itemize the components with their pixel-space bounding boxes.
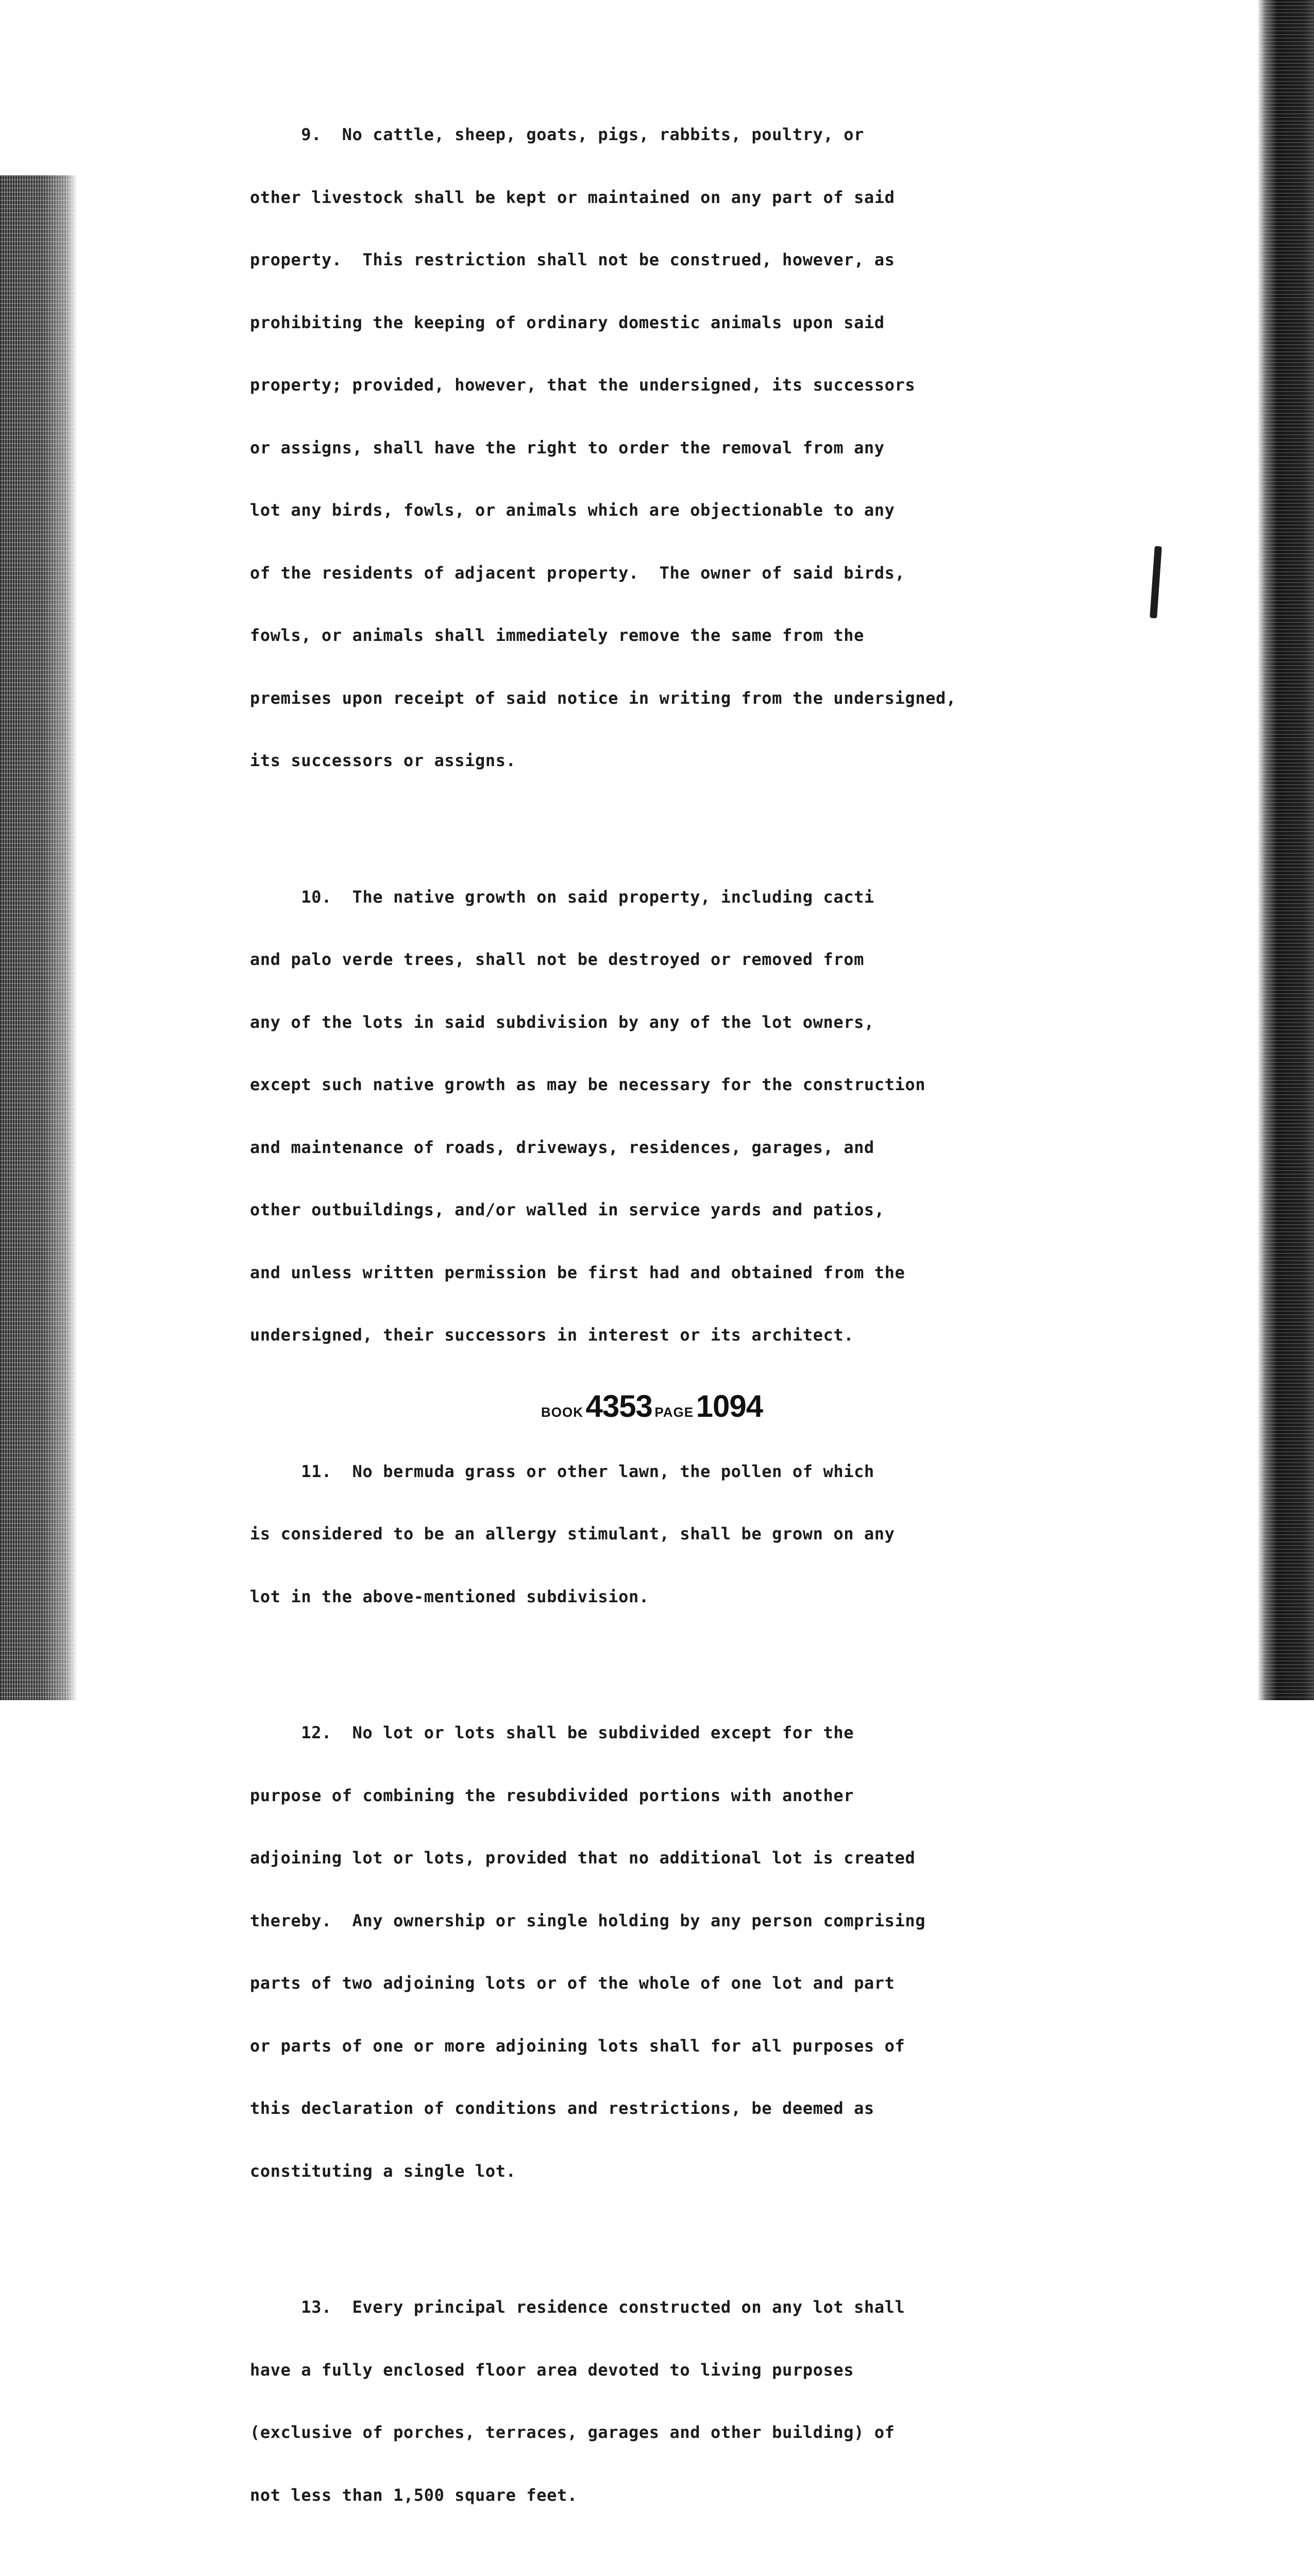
- book-label: BOOK: [541, 1404, 583, 1420]
- paragraph-line: thereby. Any ownership or single holding by any person comprising: [250, 1910, 926, 1930]
- paragraph-13: [250, 2255, 1126, 2547]
- paragraph-line: lot any birds, fowls, or animals which are objectionable to any: [250, 500, 895, 520]
- paragraph-line: fowls, or animals shall immediately remove the same from the: [250, 625, 864, 645]
- paragraph-line: and maintenance of roads, driveways, residences, garages, and: [250, 1137, 874, 1157]
- scan-smudge-mark: [1150, 546, 1162, 619]
- paragraph-line: or assigns, shall have the right to order the removal from any: [250, 437, 885, 457]
- paragraph-line: except such native growth as may be necessary for the construction: [250, 1075, 926, 1094]
- paragraph-11: [250, 1419, 1126, 1649]
- paragraph-line: other livestock shall be kept or maintained on any part of said: [250, 187, 895, 207]
- paragraph-10: [250, 845, 1126, 1387]
- scan-edge-left: [0, 175, 77, 1700]
- paragraph-line: not less than 1,500 square feet.: [250, 2485, 578, 2505]
- paragraph-line: 10. The native growth on said property, including cacti: [250, 887, 874, 907]
- paragraph-9: [250, 82, 1126, 813]
- paragraph-line: is considered to be an allergy stimulant, shall be grown on any: [250, 1524, 895, 1544]
- paragraph-line: undersigned, their successors in interest or its architect.: [250, 1325, 854, 1345]
- scan-edge-right: [1257, 0, 1314, 1700]
- paragraph-line: this declaration of conditions and restrictions, be deemed as: [250, 2098, 874, 2118]
- book-number: 4353: [585, 1389, 652, 1423]
- paragraph-line: any of the lots in said subdivision by any of the lot owners,: [250, 1012, 874, 1032]
- paragraph-line: constituting a single lot.: [250, 2161, 516, 2181]
- document-body: [250, 82, 1126, 2576]
- paragraph-line: premises upon receipt of said notice in writing from the undersigned,: [250, 688, 956, 708]
- page-number: 1094: [696, 1389, 763, 1423]
- paragraph-line: purpose of combining the resubdivided portions with another: [250, 1785, 854, 1805]
- paragraph-line: property. This restriction shall not be construed, however, as: [250, 250, 895, 269]
- paragraph-line: or parts of one or more adjoining lots shall for all purposes of: [250, 2036, 905, 2056]
- book-page-stamp: [541, 1388, 763, 1424]
- paragraph-line: its successors or assigns.: [250, 751, 516, 770]
- paragraph-line: have a fully enclosed floor area devoted to living purposes: [250, 2360, 854, 2380]
- paragraph-12: [250, 1681, 1126, 2223]
- paragraph-line: adjoining lot or lots, provided that no additional lot is created: [250, 1848, 916, 1868]
- page-label: PAGE: [654, 1404, 694, 1420]
- paragraph-line: 13. Every principal residence constructed on any lot shall: [250, 2297, 905, 2317]
- paragraph-line: parts of two adjoining lots or of the whole of one lot and part: [250, 1973, 895, 1993]
- paragraph-line: of the residents of adjacent property. The owner of said birds,: [250, 563, 905, 583]
- paragraph-line: prohibiting the keeping of ordinary domestic animals upon said: [250, 312, 885, 332]
- paragraph-line: (exclusive of porches, terraces, garages and other building) of: [250, 2422, 895, 2442]
- paragraph-line: 11. No bermuda grass or other lawn, the pollen of which: [250, 1461, 874, 1481]
- paragraph-line: 9. No cattle, sheep, goats, pigs, rabbits, poultry, or: [250, 125, 864, 144]
- paragraph-line: and palo verde trees, shall not be destroyed or removed from: [250, 950, 864, 969]
- paragraph-line: property; provided, however, that the undersigned, its successors: [250, 375, 916, 395]
- paragraph-line: 12. No lot or lots shall be subdivided except for the: [250, 1723, 854, 1742]
- paragraph-line: lot in the above-mentioned subdivision.: [250, 1586, 649, 1606]
- paragraph-line: and unless written permission be first had and obtained from the: [250, 1262, 905, 1282]
- paragraph-line: other outbuildings, and/or walled in service yards and patios,: [250, 1200, 885, 1219]
